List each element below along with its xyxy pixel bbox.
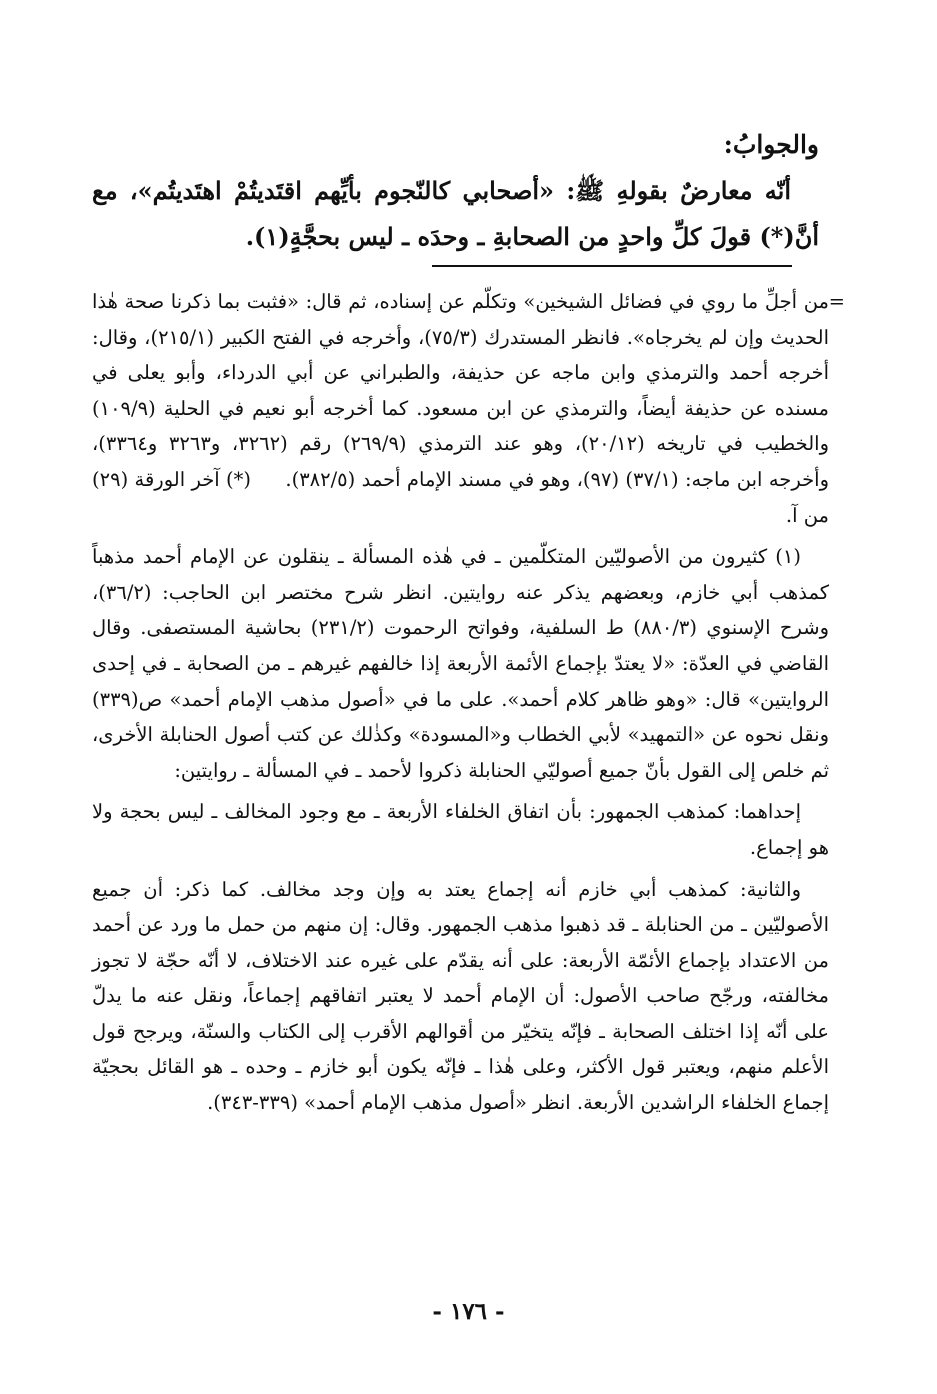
- footnote-continuation: [92, 284, 845, 533]
- main-text: [92, 122, 819, 260]
- footnote-separator: [432, 265, 792, 267]
- footnotes: [92, 284, 845, 1121]
- page-number: - ١٧٦ -: [432, 1298, 505, 1325]
- continuation-text: من أجلِّ ما روي في فضائل الشيخين» وتكلّم عن إسناده، ثم قال: «فثبت بما ذكرنا صحة هٰذا الحديث وإن لم يخرجاه». فانظر المستدرك (٧٥/٣)، وأخرجه في الفتح الكبير (٢١٥/١)، وقال: أخرجه أحمد والترمذي وابن ماجه عن حذيفة، والطبراني عن أبي الدرداء، وأبو يعلى في مسنده عن حذيفة أيضاً، والترمذي عن ابن مسعود. كما أخرجه أبو نعيم في الحلية (١٠٩/٩) والخطيب في تاريخه (٢٠/١٢)، وهو عند الترمذي (٢٦٩/٩) رقم (٣٢٦٢، و٣٢٦٣ و٣٣٦٤)، وأخرجه ابن ماجه: (٣٧/١) (٩٧)، وهو في مسند الإمام أحمد (٣٨٢/٥).: [92, 290, 829, 491]
- footnote-1-first-view: إحداهما: كمذهب الجمهور: بأن اتفاق الخلفاء الأربعة ـ مع وجود المخالف ـ ليس بحجة ولا هو إجماع.: [92, 800, 829, 859]
- footnote-1-second-view: والثانية: كمذهب أبي خازم أنه إجماع يعتد به وإن وجد مخالف. كما ذكر: أن جميع الأصوليّين ـ من الحنابلة ـ قد ذهبوا مذهب الجمهور. وقال: إن منهم من حمل ما ورد عن أحمد من الاعتداد بإجماع الأئمّة الأربعة: على أنه يقدّم على غيره عند الاختلاف، لا أنّه حجّة لا تجوز مخالفته، ورجّح صاحب الأصول: أن الإمام أحمد لا يعتبر اتفاقهم إجماعاً، ونقل عنه ما يدلّ على أنّه إذا اختلف الصحابة ـ فإنّه يتخيّر من أقوالهم الأقرب إلى الكتاب والسنّة، ويرجح قول الأعلم منهم، ويعتبر قول الأكثر، وعلى هٰذا ـ فإنّه يكون أبو خازم ـ وحده ـ هو القائل بحجيّة إجماع الخلفاء الراشدين الأربعة. انظر «أصول مذهب الإمام أحمد» (٣٣٩-٣٤٣).: [92, 877, 829, 1115]
- asterisk-note: (*) آخر الورقة (٢٩) من آ.: [92, 467, 829, 527]
- answer-heading: والجوابُ:: [723, 130, 819, 159]
- continuation-marker: =: [828, 290, 845, 313]
- footnote-1-paragraph: (١) كثيرون من الأصوليّين المتكلّمين ـ في هٰذه المسألة ـ ينقلون عن الإمام أحمد مذهباً كمذهب أبي خازم، وبعضهم يذكر عنه روايتين. انظر شرح مختصر ابن الحاجب: (٣٦/٢)، وشرح الإسنوي (٨٨٠/٣) ط السلفية، وفواتح الرحموت (٢٣١/٢) بحاشية المستصفى. وقال القاضي في العدّة: «لا يعتدّ بإجماع الأئمة الأربعة إذا خالفهم غيرهم ـ من الصحابة ـ في إحدى الروايتين» قال: «وهو ظاهر كلام أحمد». على ما في «أصول مذهب الإمام أحمد» ص(٣٣٩) ونقل نحوه عن «التمهيد» لأبي الخطاب و«المسودة» وكذٰلك عن كتب أصول الحنابلة الأخرى، ثم خلص إلى القول بأنّ جميع أصوليّي الحنابلة ذكروا لأحمد ـ في المسألة ـ روايتين:: [92, 545, 829, 782]
- main-paragraph: أنّه معارضٌ بقولهِ ﷺ: «أصحابي كالنّجوم بأيِّهم اقتَديتُمْ اهتَديتُم»، مع أنَّ(*) قولَ كلِّ واحدٍ من الصحابةِ ـ وحدَه ـ ليس بحجَّةٍ(١).: [92, 176, 819, 251]
